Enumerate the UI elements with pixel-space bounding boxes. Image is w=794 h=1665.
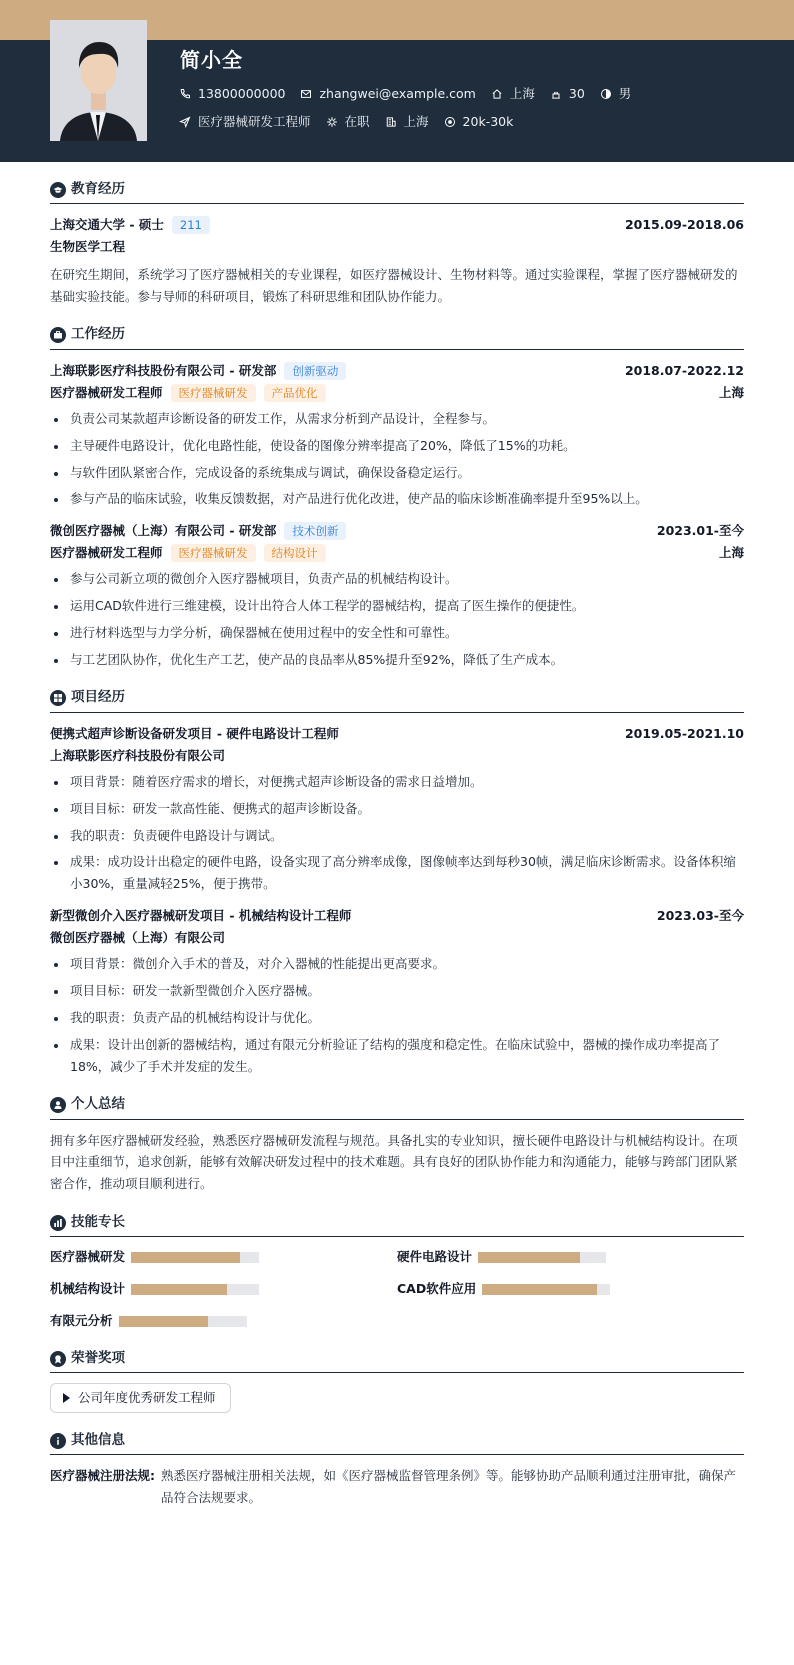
list-item: 主导硬件电路设计，优化电路性能，使设备的图像分辨率提高了20%，降低了15%的功耗。	[50, 435, 744, 457]
money-icon	[443, 115, 457, 129]
grid-icon	[50, 690, 66, 706]
job-intent-row	[178, 112, 527, 132]
work-city: 上海	[718, 545, 744, 561]
email-item	[299, 84, 475, 104]
email-text: zhangwei@example.com	[319, 86, 476, 101]
target-city-text: 上海	[403, 114, 429, 129]
list-item: 与软件团队紧密合作，完成设备的系统集成与调试，确保设备稳定运行。	[50, 462, 744, 484]
status-icon	[325, 115, 339, 129]
education-date: 2015.09-2018.06	[624, 217, 744, 232]
target-city-item	[384, 112, 429, 132]
status-item	[325, 112, 370, 132]
section-title: 技能专长	[71, 1213, 125, 1230]
section-title: 项目经历	[71, 689, 125, 706]
list-item: 成果：设计出创新的器械结构，通过有限元分析验证了结构的强度和稳定性。在临床试验中，器械的操作成功率提高了18%，减少了手术并发症的发生。	[50, 1034, 744, 1078]
section-title: 教育经历	[71, 180, 125, 197]
work-bullets	[50, 568, 744, 671]
age-item	[549, 84, 585, 104]
phone-text: 13800000000	[198, 86, 286, 101]
skill-item	[50, 1311, 397, 1331]
skill-bar	[119, 1316, 247, 1327]
company-name: 上海联影医疗科技股份有限公司 - 研发部	[50, 362, 277, 378]
section-header	[50, 1092, 744, 1120]
avatar-portrait-icon	[50, 20, 147, 141]
list-item: 运用CAD软件进行三维建模，设计出符合人体工程学的器械结构，提高了医生操作的便捷性。	[50, 595, 744, 617]
award-icon	[50, 1351, 66, 1367]
skill-bar	[478, 1252, 606, 1263]
work-role-row	[50, 382, 744, 404]
skill-item	[397, 1279, 744, 1299]
project-date: 2023.03-至今	[656, 908, 744, 924]
work-date: 2023.01-至今	[656, 523, 744, 539]
role-tag: 产品优化	[264, 384, 326, 402]
work-entry	[50, 520, 744, 671]
section-header	[50, 1209, 744, 1237]
project-company-row	[50, 745, 744, 767]
section-title: 荣誉奖项	[71, 1349, 125, 1366]
award-text: 公司年度优秀研发工程师	[78, 1390, 216, 1406]
role-tag: 结构设计	[264, 544, 326, 562]
project-title: 新型微创介入医疗器械研发项目 - 机械结构设计工程师	[50, 908, 352, 924]
company-tag: 技术创新	[284, 522, 346, 540]
list-item: 参与产品的临床试验，收集反馈数据，对产品进行优化改进，使产品的临床诊断准确率提升至95%以上。	[50, 488, 744, 510]
section-header	[50, 322, 744, 350]
location-text: 上海	[509, 86, 535, 101]
skills-section	[50, 1209, 744, 1331]
section-title: 工作经历	[71, 326, 125, 343]
location-item	[490, 84, 535, 104]
project-date: 2019.05-2021.10	[624, 725, 744, 741]
job-title-item	[178, 112, 311, 132]
salary-item	[443, 112, 514, 132]
skill-item	[397, 1247, 744, 1267]
education-major-row	[50, 236, 744, 258]
list-item: 我的职责：负责硬件电路设计与调试。	[50, 825, 744, 847]
list-item: 与工艺团队协作，优化生产工艺，使产品的良品率从85%提升至92%，降低了生产成本。	[50, 649, 744, 671]
project-bullets	[50, 953, 744, 1077]
list-item: 项目背景：随着医疗需求的增长，对便携式超声诊断设备的需求日益增加。	[50, 771, 744, 793]
work-entry	[50, 360, 744, 511]
skill-name: 硬件电路设计	[397, 1249, 473, 1265]
chart-icon	[50, 1215, 66, 1231]
list-item: 进行材料选型与力学分析，确保器械在使用过程中的安全性和可靠性。	[50, 622, 744, 644]
section-title: 其他信息	[71, 1431, 125, 1448]
list-item: 成果：成功设计出稳定的硬件电路，设备实现了高分辨率成像，图像帧率达到每秒30帧，满足临床诊断需求。设备体积缩小30%，重量减轻25%，便于携带。	[50, 851, 744, 895]
project-bullets	[50, 771, 744, 895]
project-company: 上海联影医疗科技股份有限公司	[50, 747, 226, 763]
award-chip	[50, 1383, 231, 1413]
other-label: 医疗器械注册法规:	[50, 1468, 155, 1484]
education-description: 在研究生期间，系统学习了医疗器械相关的专业课程，如医疗器械设计、生物材料等。通过实验课程，掌握了医疗器械研发的基础实验技能。参与导师的科研项目，锻炼了科研思维和团队协作能力。	[50, 267, 738, 304]
gender-item	[599, 84, 632, 104]
education-entry	[50, 214, 744, 308]
skill-bar	[131, 1284, 259, 1295]
major: 生物医学工程	[50, 239, 126, 254]
project-title: 便携式超声诊断设备研发项目 - 硬件电路设计工程师	[50, 725, 339, 741]
status-text: 在职	[344, 114, 370, 129]
projects-section	[50, 685, 744, 1078]
project-entry	[50, 905, 744, 1077]
skills-grid	[50, 1247, 744, 1331]
summary-text: 拥有多年医疗器械研发经验，熟悉医疗器械研发流程与规范。具备扎实的专业知识，擅长硬件电路设计与机械结构设计。在项目中注重细节，追求创新，能够有效解决研发过程中的技术难题。具有良好的团队协作能力和沟通能力，能够与跨部门团队紧密合作，推动项目顺利进行。	[50, 1132, 738, 1192]
skill-bar-fill	[131, 1284, 227, 1295]
job-title-text: 医疗器械研发工程师	[198, 114, 311, 129]
work-bullets	[50, 408, 744, 511]
work-role-row	[50, 542, 744, 564]
list-item: 我的职责：负责产品的机械结构设计与优化。	[50, 1007, 744, 1029]
skill-bar-fill	[131, 1252, 240, 1263]
list-item: 项目目标：研发一款新型微创介入医疗器械。	[50, 980, 744, 1002]
work-company-group	[50, 521, 346, 541]
skill-name: 医疗器械研发	[50, 1249, 126, 1265]
project-entry	[50, 723, 744, 895]
list-item: 负责公司某款超声诊断设备的研发工作，从需求分析到产品设计，全程参与。	[50, 408, 744, 430]
phone-item	[178, 84, 285, 104]
project-header-row	[50, 723, 744, 745]
building-icon	[384, 115, 398, 129]
graduation-cap-icon	[50, 182, 66, 198]
education-section	[50, 176, 744, 308]
company-name: 微创医疗器械（上海）有限公司 - 研发部	[50, 523, 277, 539]
briefcase-icon	[50, 327, 66, 343]
role-tag: 医疗器械研发	[171, 384, 256, 402]
skill-bar	[482, 1284, 610, 1295]
skill-item	[50, 1279, 397, 1299]
work-company-group	[50, 361, 346, 381]
company-tag: 创新驱动	[284, 362, 346, 380]
role-title: 医疗器械研发工程师	[50, 384, 163, 400]
skill-bar-fill	[482, 1284, 597, 1295]
info-icon	[50, 1433, 66, 1449]
resume-body	[0, 176, 794, 1509]
home-icon	[490, 87, 504, 101]
candidate-name: 简小全	[180, 48, 243, 72]
other-value: 熟悉医疗器械注册相关法规，如《医疗器械监督管理条例》等。能够协助产品顺利通过注册审批，确保产品符合法规要求。	[161, 1468, 737, 1505]
section-header	[50, 1427, 744, 1455]
skill-name: 机械结构设计	[50, 1281, 126, 1297]
send-icon	[178, 115, 192, 129]
phone-icon	[178, 87, 192, 101]
section-header	[50, 1345, 744, 1373]
project-company: 微创医疗器械（上海）有限公司	[50, 930, 226, 946]
play-icon	[63, 1393, 70, 1403]
skill-bar	[131, 1252, 259, 1263]
role-tag: 医疗器械研发	[171, 544, 256, 562]
education-school-group	[50, 215, 210, 235]
other-item	[50, 1465, 744, 1509]
role-title: 医疗器械研发工程师	[50, 545, 163, 561]
age-text: 30	[568, 86, 585, 101]
gender-icon	[599, 87, 613, 101]
awards-section	[50, 1345, 744, 1413]
list-item: 参与公司新立项的微创介入医疗器械项目，负责产品的机械结构设计。	[50, 568, 744, 590]
work-header-row	[50, 360, 744, 382]
resume-header	[0, 40, 794, 162]
gender-text: 男	[618, 86, 632, 101]
work-role-group	[50, 383, 326, 403]
user-icon	[50, 1097, 66, 1113]
work-city: 上海	[718, 384, 744, 400]
contact-row	[178, 84, 645, 104]
school-tag: 211	[172, 216, 210, 234]
skill-item	[50, 1247, 397, 1267]
work-date: 2018.07-2022.12	[624, 362, 744, 378]
summary-section	[50, 1092, 744, 1196]
skill-bar-fill	[478, 1252, 580, 1263]
work-header-row	[50, 520, 744, 542]
skill-bar-fill	[119, 1316, 209, 1327]
education-header-row	[50, 214, 744, 236]
list-item: 项目背景：微创介入手术的普及，对介入器械的性能提出更高要求。	[50, 953, 744, 975]
mail-icon	[299, 87, 313, 101]
project-company-row	[50, 927, 744, 949]
section-header	[50, 685, 744, 713]
section-header	[50, 176, 744, 204]
salary-text: 20k-30k	[462, 114, 514, 129]
other-section	[50, 1427, 744, 1509]
work-role-group	[50, 543, 326, 563]
section-title: 个人总结	[71, 1096, 125, 1113]
skill-name: 有限元分析	[50, 1313, 113, 1329]
avatar	[50, 20, 147, 141]
school-name: 上海交通大学 - 硕士	[50, 217, 164, 232]
skill-name: CAD软件应用	[397, 1281, 477, 1297]
age-icon	[549, 87, 563, 101]
list-item: 项目目标：研发一款高性能、便携式的超声诊断设备。	[50, 798, 744, 820]
work-section	[50, 322, 744, 671]
project-header-row	[50, 905, 744, 927]
